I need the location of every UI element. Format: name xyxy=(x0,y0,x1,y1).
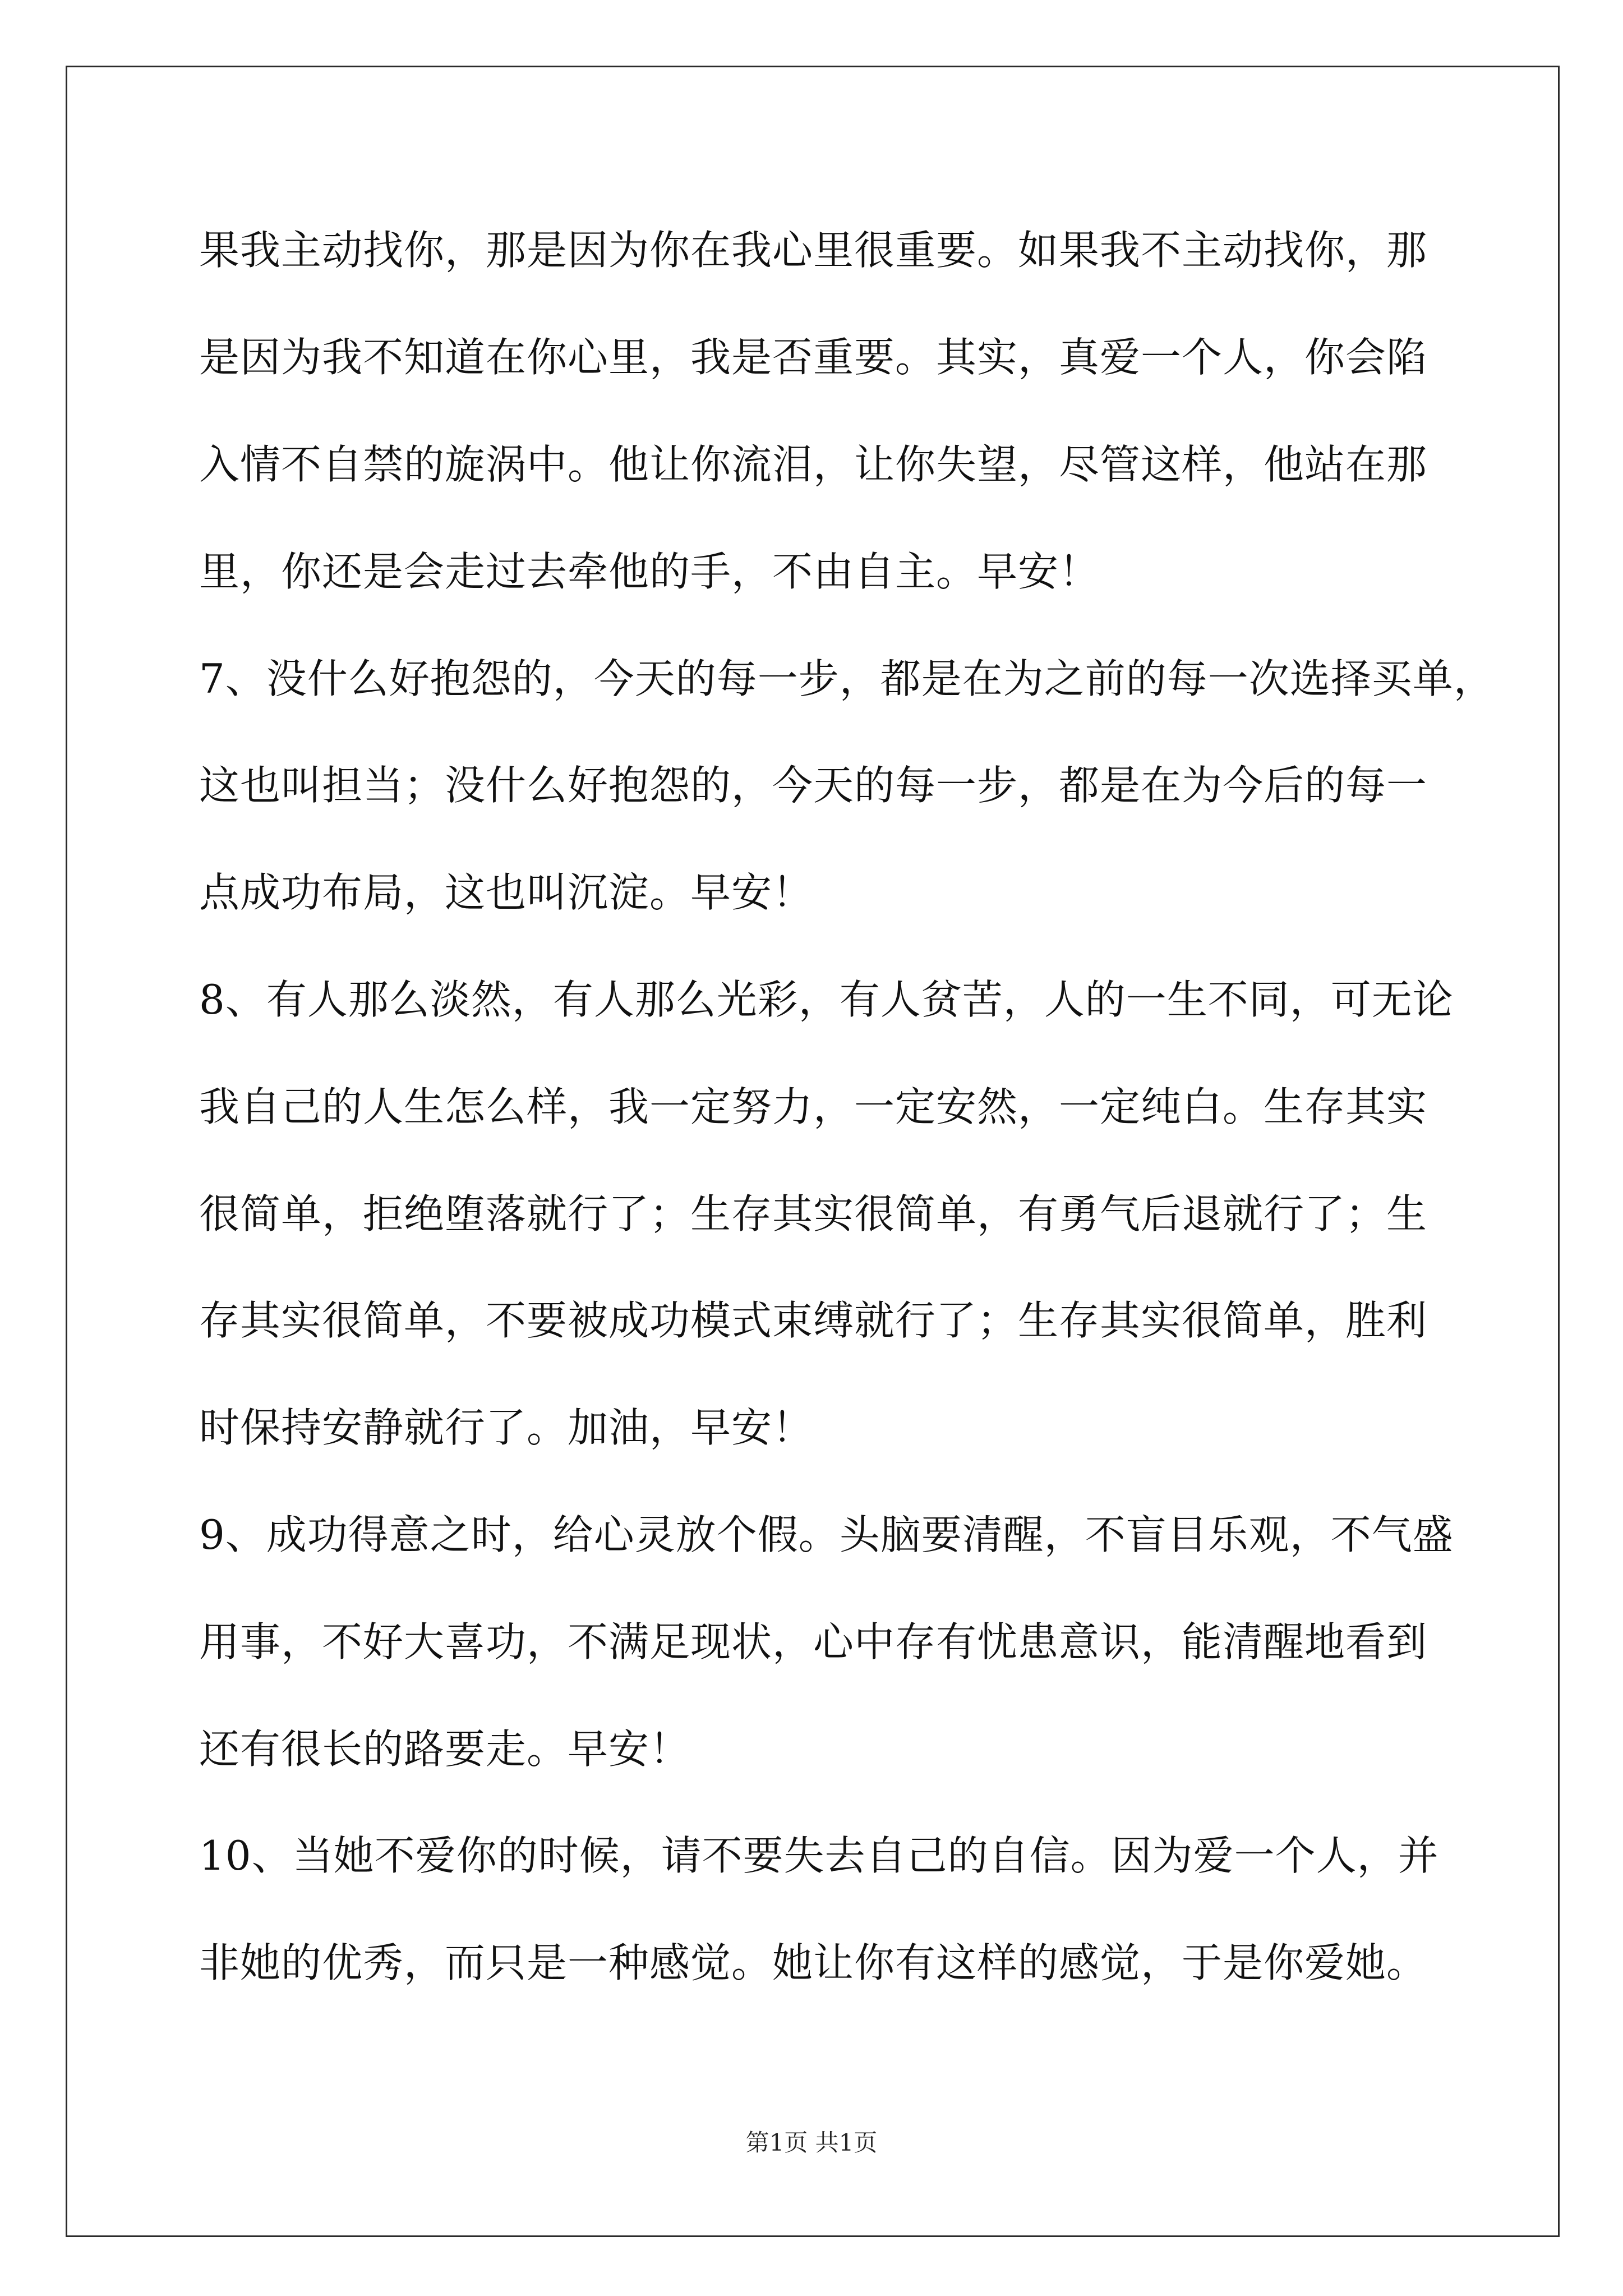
text-line: 10、当她不爱你的时候，请不要失去自己的自信。因为爱一个人，并 xyxy=(199,1832,1439,1879)
text-line: 果我主动找你，那是因为你在我心里很重要。如果我不主动找你，那 xyxy=(199,227,1428,274)
text-line: 点成功布局，这也叫沉淀。早安！ xyxy=(199,869,814,916)
text-line: 存其实很简单，不要被成功模式束缚就行了；生存其实很简单，胜利 xyxy=(199,1297,1428,1344)
text-line: 非她的优秀，而只是一种感觉。她让你有这样的感觉，于是你爱她。 xyxy=(199,1939,1428,1986)
text-line: 9、成功得意之时，给心灵放个假。头脑要清醒，不盲目乐观，不气盛 xyxy=(199,1511,1454,1558)
text-line: 还有很长的路要走。早安！ xyxy=(199,1726,691,1773)
page-border xyxy=(66,66,1560,2237)
text-line: 用事，不好大喜功，不满足现状，心中存有忧患意识，能清醒地看到 xyxy=(199,1618,1428,1665)
page-footer: 第1页 共1页 xyxy=(745,2129,878,2156)
text-line: 里，你还是会走过去牵他的手，不由自主。早安！ xyxy=(199,548,1100,595)
text-line: 是因为我不知道在你心里，我是否重要。其实，真爱一个人，你会陷 xyxy=(199,334,1428,381)
text-line: 我自己的人生怎么样，我一定努力，一定安然，一定纯白。生存其实 xyxy=(199,1083,1428,1130)
text-line: 入情不自禁的旋涡中。他让你流泪，让你失望，尽管这样，他站在那 xyxy=(199,441,1428,488)
text-line: 这也叫担当；没什么好抱怨的，今天的每一步，都是在为今后的每一 xyxy=(199,762,1428,809)
text-line: 8、有人那么淡然，有人那么光彩，有人贫苦，人的一生不同，可无论 xyxy=(199,976,1454,1023)
text-line: 时保持安静就行了。加油，早安！ xyxy=(199,1404,814,1451)
text-line: 7、没什么好抱怨的，今天的每一步，都是在为之前的每一次选择买单， xyxy=(199,655,1495,702)
text-line: 很简单，拒绝堕落就行了；生存其实很简单，有勇气后退就行了；生 xyxy=(199,1190,1428,1237)
